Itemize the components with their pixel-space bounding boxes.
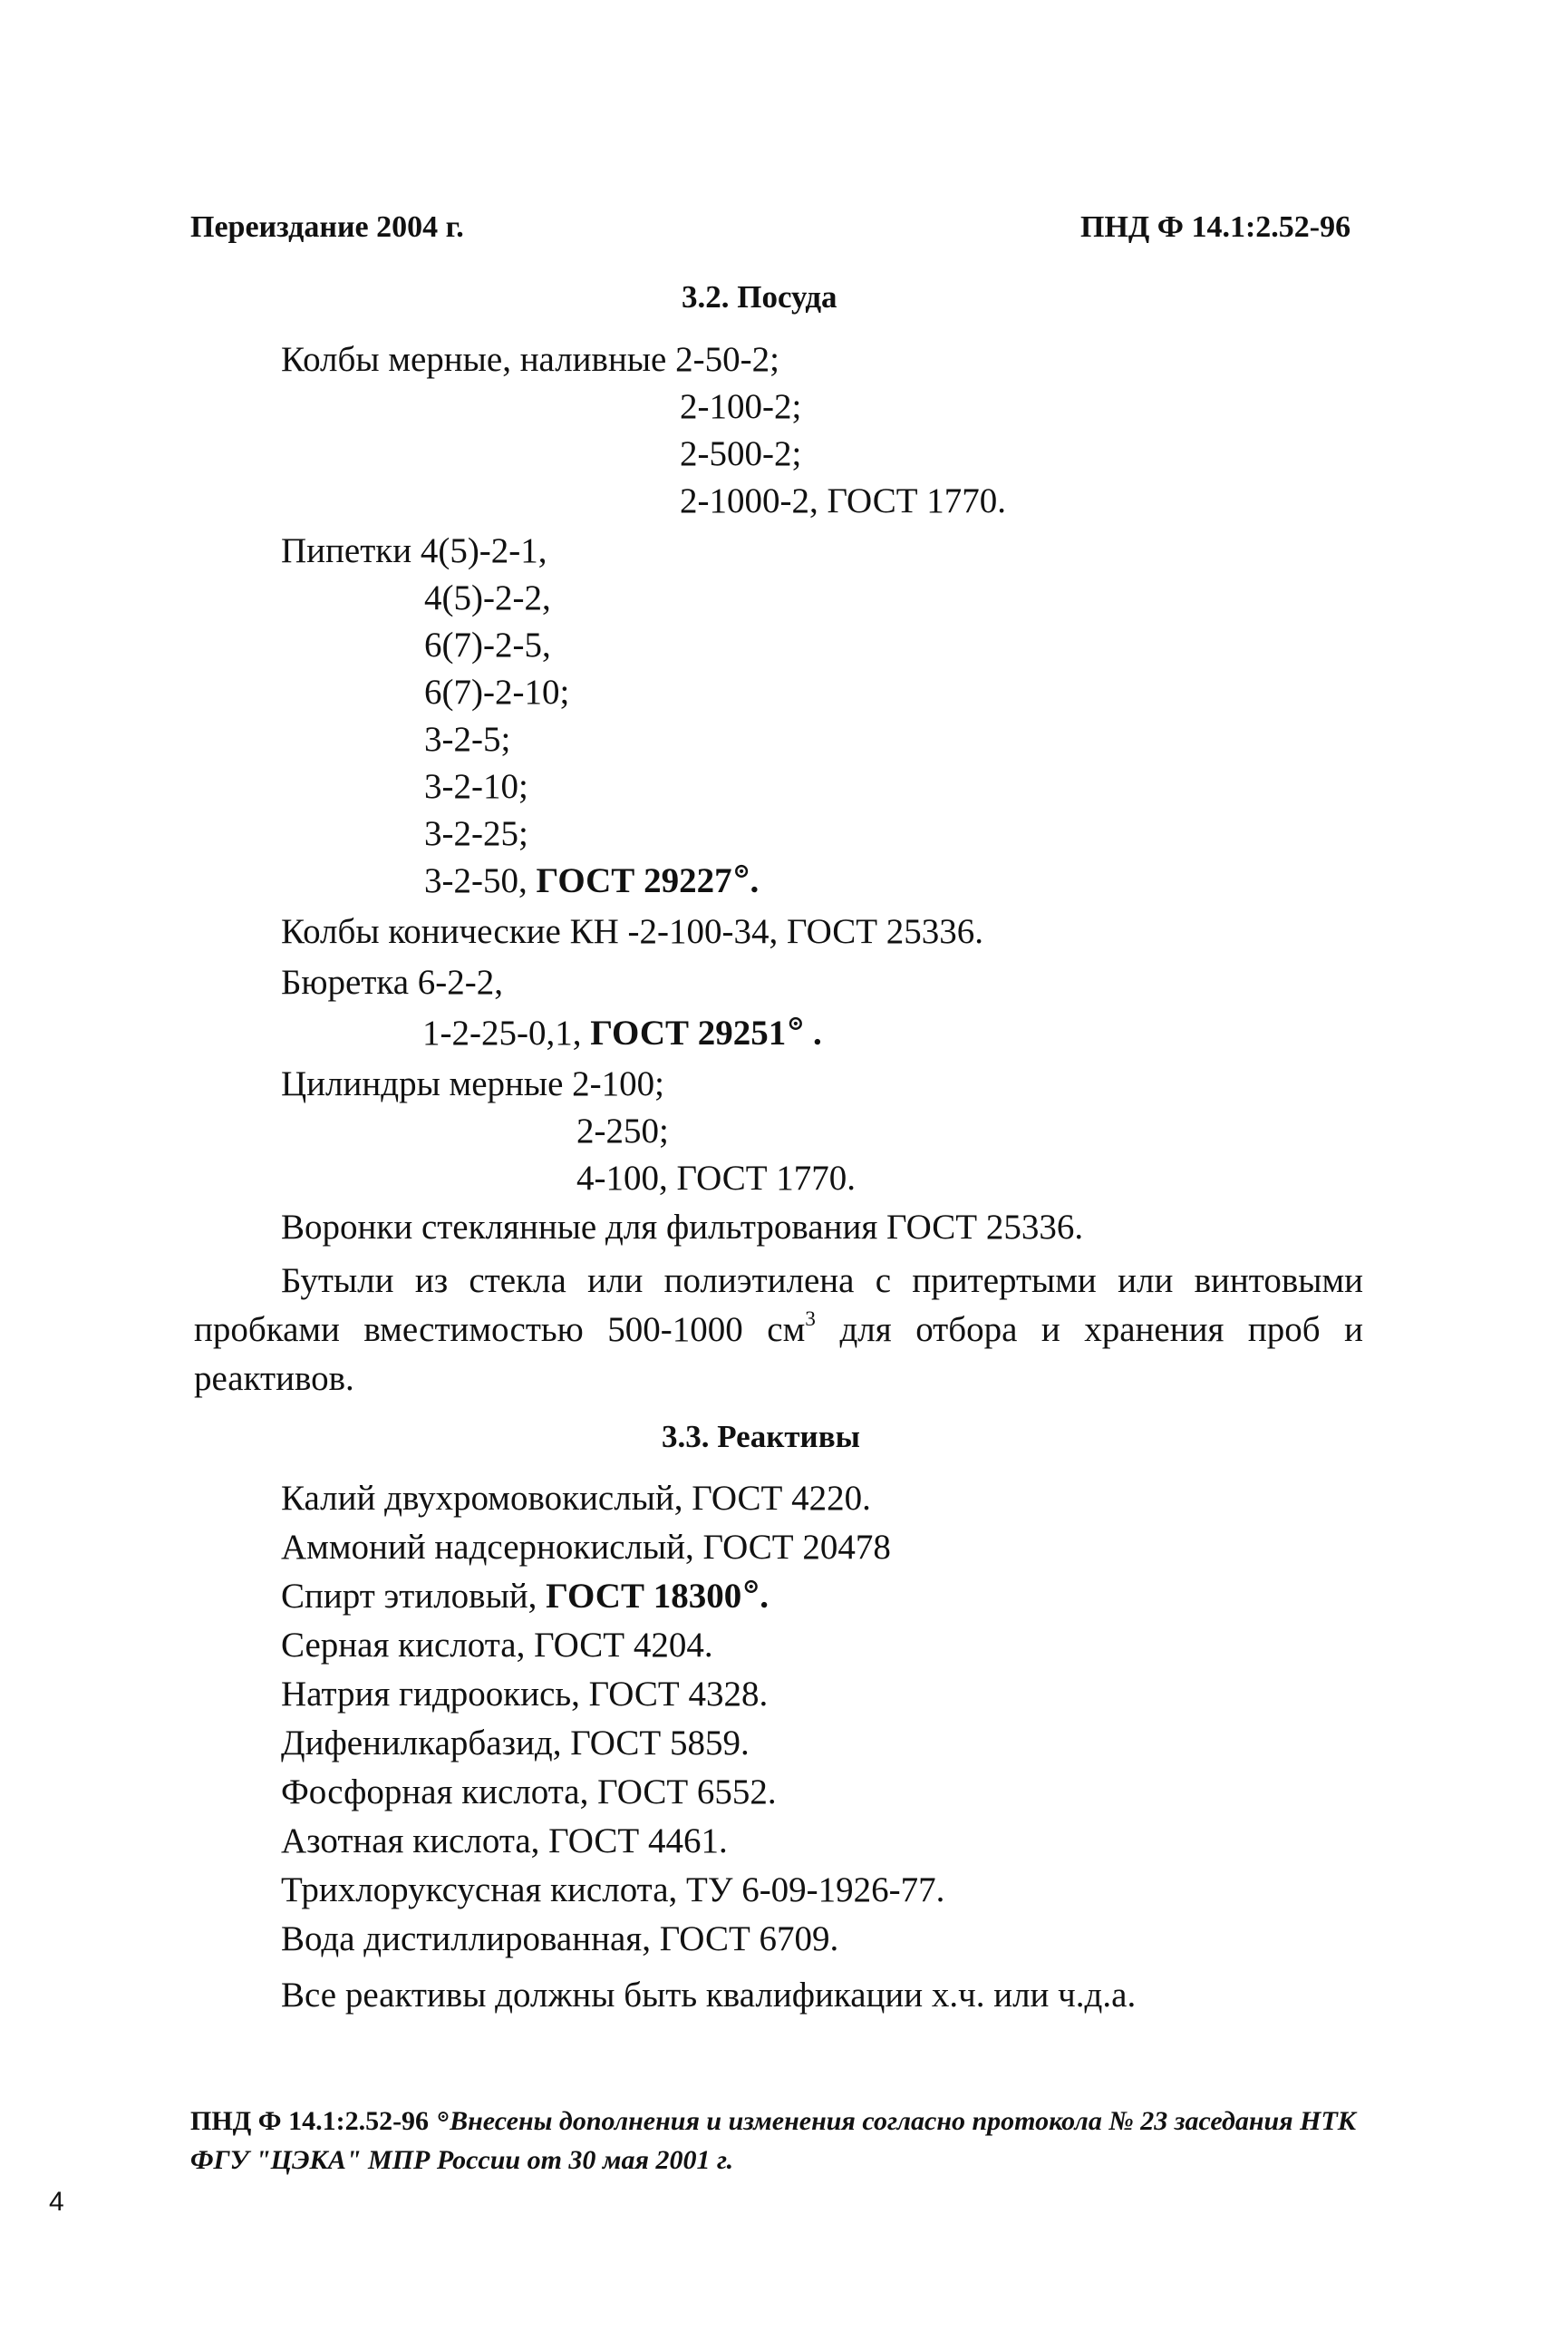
cubic-superscript: 3 [805,1306,816,1331]
amendment-mark: ⊙ [732,859,750,883]
pipettes-last-prefix: 3-2-50, [424,861,537,900]
pipettes-last-end: . [750,861,760,900]
conical-flasks-line: Колбы конические КН -2-100-34, ГОСТ 25336. [281,912,984,951]
burette-standard-bold: ГОСТ 29251 [590,1014,787,1053]
section-title-glassware: 3.2. Посуда [682,279,837,315]
burette-line-1: Бюретка 6-2-2, [281,963,504,1002]
amendment-footnote [190,2103,1369,2179]
section-title-reagents: 3.3. Реактивы [662,1419,860,1454]
amendment-mark: ⊙ [436,2107,450,2126]
reagent-standard-bold: ГОСТ 18300 [546,1577,742,1616]
reagent-item [281,1918,838,1959]
reagent-text: Все реактивы должны быть квалификации х.ч. или ч.д.а. [281,1976,1137,2015]
reagent-item [281,1576,769,1617]
burette-prefix: 1-2-25-0,1, [422,1014,591,1053]
flasks-line-1: Колбы мерные, наливные 2-50-2; [281,340,779,379]
footnote-text: Внесены дополнения и изменения согласно протокола № 23 заседания НТК ФГУ "ЦЭКА" МПР России от 30 мая 2001 г. [190,2106,1357,2175]
reagent-text: Трихлоруксусная кислота, ТУ 6-09-1926-77. [281,1870,945,1909]
burette-line-2 [422,1013,822,1054]
reagent-end: . [760,1577,769,1616]
amendment-mark: ⊙ [787,1012,805,1035]
reagent-text: Аммоний надсернокислый, ГОСТ 20478 [281,1528,891,1567]
pipettes-line-1: Пипетки 4(5)-2-1, [281,531,547,570]
reagent-text: Серная кислота, ГОСТ 4204. [281,1626,713,1665]
reagent-item [281,1625,713,1665]
reagent-text: Натрия гидроокись, ГОСТ 4328. [281,1675,769,1714]
cylinders-line-1: Цилиндры мерные 2-100; [281,1064,664,1103]
pipettes-line-4: 6(7)-2-10; [424,673,570,712]
bottles-text-start: Бутыли из стекла или полиэтилена с притертыми или винтовыми пробками вместимостью 500-1000 см [194,1261,1363,1349]
burette-end: . [804,1014,822,1053]
amendment-mark: ⊙ [742,1575,760,1598]
bottles-text-end: для отбора и хранения проб и реактивов. [194,1310,1363,1398]
pipettes-line-8 [424,860,759,901]
reagent-text: Фосфорная кислота, ГОСТ 6552. [281,1772,777,1811]
reagent-item [281,1674,768,1714]
pipettes-line-7: 3-2-25; [424,814,528,853]
reagent-text: Вода дистиллированная, ГОСТ 6709. [281,1919,839,1958]
funnels-line: Воронки стеклянные для фильтрования ГОСТ 25336. [281,1208,1084,1247]
reagent-text: Азотная кислота, ГОСТ 4461. [281,1821,728,1860]
pipettes-line-6: 3-2-10; [424,767,528,806]
document-code-header: ПНД Ф 14.1:2.52-96 [1080,210,1351,244]
reagent-text: Калий двухромовокислый, ГОСТ 4220. [281,1479,871,1518]
reagent-item [281,1527,891,1568]
pipettes-standard-bold: ГОСТ 29227 [536,861,732,900]
flasks-line-4: 2-1000-2, ГОСТ 1770. [680,481,1007,520]
flasks-line-2: 2-100-2; [680,387,802,426]
reagent-item [281,1723,750,1763]
reagent-item [281,1821,728,1861]
reagent-item [281,1772,777,1812]
footnote-doc-code: ПНД Ф 14.1:2.52-96 [190,2106,436,2136]
flasks-line-3: 2-500-2; [680,434,802,473]
pipettes-line-3: 6(7)-2-5, [424,626,551,665]
cylinders-line-3: 4-100, ГОСТ 1770. [576,1159,857,1198]
pipettes-line-2: 4(5)-2-2, [424,578,551,617]
cylinders-line-2: 2-250; [576,1112,669,1151]
pipettes-line-5: 3-2-5; [424,720,511,759]
reagent-item [281,1869,944,1910]
reagent-text: Дифенилкарбазид, ГОСТ 5859. [281,1724,750,1762]
reagent-item [281,1478,871,1519]
bottles-paragraph [194,1257,1363,1403]
reprint-year-header: Переиздание 2004 г. [190,210,464,244]
reagent-item [281,1975,1136,2015]
reagent-text: Спирт этиловый, [281,1577,547,1616]
page-number: 4 [49,2187,64,2217]
